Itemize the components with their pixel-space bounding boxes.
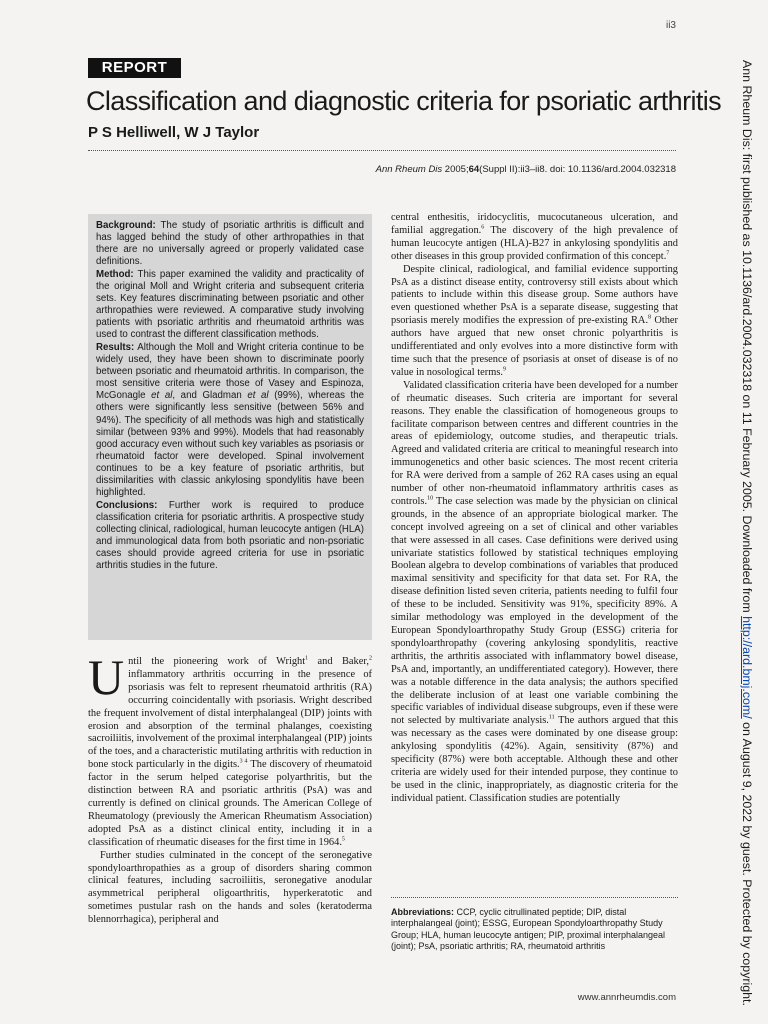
body-paragraph: Further studies culminated in the concept of the seronegative spondyloarthropathies as a group of disorders sharing common clinical features, including sacroiliitis, seronegative anodular asymmetrical peripheral oligoarthritis, hyperkeratotic and sometimes pustular rash on the hands and soles (keratoderma blennorrhagica), peripheral and bbox=[88, 849, 372, 926]
body-text: Despite clinical, radiological, and familial evidence supporting PsA as a distinct disease entity, controversy still exists about which patients to include within this disease group. Some authors have even questioned whether PsA is a separate disease, suggesting that psoriasis merely modifies the expression of pre-existing RA. bbox=[391, 263, 678, 327]
reference-marker: 5 bbox=[341, 836, 345, 843]
citation-pages-doi: (Suppl II):ii3–ii8. doi: 10.1136/ard.2004.032318 bbox=[479, 164, 676, 175]
body-column-right bbox=[391, 212, 678, 806]
reference-marker: 10 bbox=[427, 495, 434, 502]
reference-marker: 11 bbox=[548, 714, 555, 721]
citation-line bbox=[376, 164, 676, 175]
reference-marker: 8 bbox=[648, 314, 652, 321]
body-paragraph bbox=[391, 264, 678, 380]
drop-cap: U bbox=[88, 649, 125, 705]
abstract-background-text: The study of psoriatic arthritis is difficult and has lagged behind the study of other arthropathies in that there are no universally agreed or properly validated case definitions. bbox=[96, 220, 364, 268]
citation-journal: Ann Rheum Dis bbox=[375, 164, 443, 175]
side-note-link[interactable]: http://ard.bmj.com/ bbox=[740, 616, 754, 719]
reference-marker: 9 bbox=[502, 366, 506, 373]
reference-marker: 6 bbox=[481, 224, 485, 231]
abstract-conclusions-label: Conclusions: bbox=[96, 499, 158, 511]
header-divider bbox=[88, 150, 676, 151]
reference-marker: 2 bbox=[369, 655, 372, 662]
reference-marker: 3 4 bbox=[239, 758, 248, 765]
body-text: inflammatory arthritis occurring in the presence of psoriasis was felt to represent rheumatoid arthritis (RA) occurring coincidentally with psoriasis. Wright described the frequent involvement of distal interphalangeal (DIP) joints with erosion and absorption of the terminal phalanges, coexisting sacroiliitis, involvement of the proximal interphalangeal (PIP) joints of the toes, and a characteristic mutilating arthritis with reduction in bone stock particularly in the digits. bbox=[88, 668, 372, 771]
article-authors: P S Helliwell, W J Taylor bbox=[88, 124, 260, 141]
body-paragraph bbox=[88, 649, 373, 850]
abstract-etal: et al bbox=[247, 390, 269, 402]
abstract-box bbox=[88, 214, 372, 640]
body-text: central enthesitis, iridocyclitis, mucocutaneous ulceration, and familial aggregation. bbox=[391, 212, 678, 236]
citation-year: 2005; bbox=[442, 164, 469, 175]
abstract-etal: et al bbox=[151, 390, 173, 402]
abstract-results-label: Results: bbox=[96, 341, 135, 353]
abstract-conclusions-text: Further work is required to produce classification criteria for psoriatic arthritis. A prospective study collecting clinical, radiological, human leucocyte antigen (HLA) and immunological data from both psoriatic and non-psoriatic cases should provide agreed criteria for use in psoriatic arthritis studies in the future. bbox=[96, 499, 364, 572]
abbreviations-divider bbox=[391, 897, 678, 898]
abstract-conclusions bbox=[96, 500, 364, 573]
reference-marker: 1 bbox=[305, 655, 309, 662]
body-paragraph bbox=[391, 380, 678, 806]
abstract-method-text: This paper examined the validity and practicality of the original Moll and Wright criteria and subsequent criteria sets. Key features discriminating between psoriatic and other arthropathies were reviewed. A comparative study involving patients with psoriatic arthritis and rheumatoid arthritis was used to contrast the different classification methods. bbox=[96, 268, 364, 341]
abstract-results-text: (99%), whereas the others were significantly less sensitive (between 56% and 94%). The specificity of all methods was high and statistically similar (between 93% and 99%). Models that had reasonably good accuracy even without such key variables as psoriasis or rheumatoid factor were developed. Spinal involvement continues to be a key feature of psoriatic arthritis, but dissimilarities with classic ankylosing spondylitis have been highlighted. bbox=[96, 390, 365, 499]
side-download-note bbox=[740, 60, 754, 1006]
reference-marker: 7 bbox=[666, 250, 670, 257]
body-text: Other authors have argued that new onset chronic polyarthritis is undifferentiated and only evolves into a more distinctive form with time such that the presence of psoriasis at onset of disease is of no value in nosological terms. bbox=[391, 315, 678, 378]
abstract-results-text: Although the Moll and Wright criteria continue to be widely used, they have been shown to discriminate poorly between psoriatic and rheumatoid arthritis. In comparison, the most sensitive criteria were those of Vasey and Espinoza, McGonagle bbox=[96, 341, 364, 402]
body-text: The discovery of rheumatoid factor in the serum helped categorise polyarthritis, but the distinction between RA and psoriatic arthritis (PsA) was and currently is defined on clinical grounds. The American College of Rheumatology (previously the American Rheumatism Association) adopted PsA as a distinct clinical entity, including it in a classification of rheumatic diseases for the first time in 1964. bbox=[88, 759, 373, 848]
side-note-text: on August 9, 2022 by guest. Protected by copyright. bbox=[740, 718, 754, 1006]
section-badge: REPORT bbox=[88, 58, 181, 78]
body-text: The discovery of the high prevalence of human leucocyte antigen (HLA)-B27 in ankylosing spondylitis and other diseases in this group provided confirmation of this concept. bbox=[391, 224, 678, 262]
abstract-background bbox=[96, 220, 364, 269]
body-text: and Baker, bbox=[308, 656, 369, 667]
citation-volume: 64 bbox=[468, 164, 480, 175]
abbreviations-text: CCP, cyclic citrullinated peptide; DIP, distal interphalangeal (joint); ESSG, European Spondyloarthropathy Study Group; HLA, human leucocyte antigen; PIP, proximal interphalangeal (joint); PsA, psoriatic arthritis; RA, rheumatoid arthritis bbox=[391, 907, 665, 951]
body-column-left bbox=[88, 649, 373, 927]
abstract-method-label: Method: bbox=[96, 268, 134, 280]
body-text: ntil the pioneering work of Wright bbox=[128, 656, 306, 667]
body-text: Validated classification criteria have been developed for a number of rheumatic diseases. Such criteria are important for several reasons. They enable the classification of homogeneous groups to facilitate comparison between centres and different countries in the areas of epidemiology, outcome studies, and therapeutic trials. Agreed and validated criteria are critical to meaningful research into immunogenetics and other basic sciences. The most recent criteria for RA were derived from a sample of 262 RA cases using an equal number of other non-rheumatoid inflammatory arthritis cases as controls. bbox=[391, 379, 678, 507]
article-title: Classification and diagnostic criteria for psoriatic arthritis bbox=[86, 86, 722, 116]
abstract-results bbox=[96, 342, 364, 500]
side-note-text: Ann Rheum Dis: first published as 10.1136/ard.2004.032318 on 11 February 2005. Downloaded from bbox=[740, 60, 754, 617]
abbreviations-box bbox=[391, 907, 678, 952]
body-text: The authors argued that this was necessary as the cases were dominated by one disease group: ankylosing spondylitis (42%). Again, sensitivity (87%) and specificity (87%) were both acceptable. Although these and other criteria are widely used for their intended purpose, they continue to be used in the clinic, inappropriately, as diagnostic criteria for the individual patient. Classification studies are potentially bbox=[391, 715, 679, 804]
page-number: ii3 bbox=[665, 20, 676, 31]
abstract-background-label: Background: bbox=[96, 220, 156, 231]
body-paragraph bbox=[391, 212, 678, 264]
body-text: The case selection was made by the physician on clinical grounds, in the absence of an appropriate biological marker. The concept involved agreeing on a set of clinical and other variables that were assessed in all cases. Case definitions were derived using univariate statistics followed by statistical techniques employing Boolean algebra to develop combinations of variables that produced maximal sensitivity and specificity for that data set. For RA, the disease definition listed seven criteria, patients needing to fulfil four of these to be included. Sensitivity was 91%, specificity 89%. A similar methodology was employed in the development of the European Spondyloarthropathy Study Group (ESSG) criteria for spondyloarthropathy (covering ankylosing spondylitis, reactive arthritis, the arthritis associated with inflammatory bowel disease, PsA and, importantly, an undifferentiated category). However, there was a notable difference in the data analysis; the authors specified the deliberate inclusion of at least one variable combining the specific variables of individual disease subgroups, even if these were not selected by multivariate analysis. bbox=[391, 495, 678, 727]
abstract-results-text: , and Gladman bbox=[172, 390, 248, 402]
footer-url[interactable]: www.annrheumdis.com bbox=[577, 992, 676, 1003]
abstract-method bbox=[96, 269, 364, 342]
abbreviations-label: Abbreviations: bbox=[391, 907, 455, 917]
